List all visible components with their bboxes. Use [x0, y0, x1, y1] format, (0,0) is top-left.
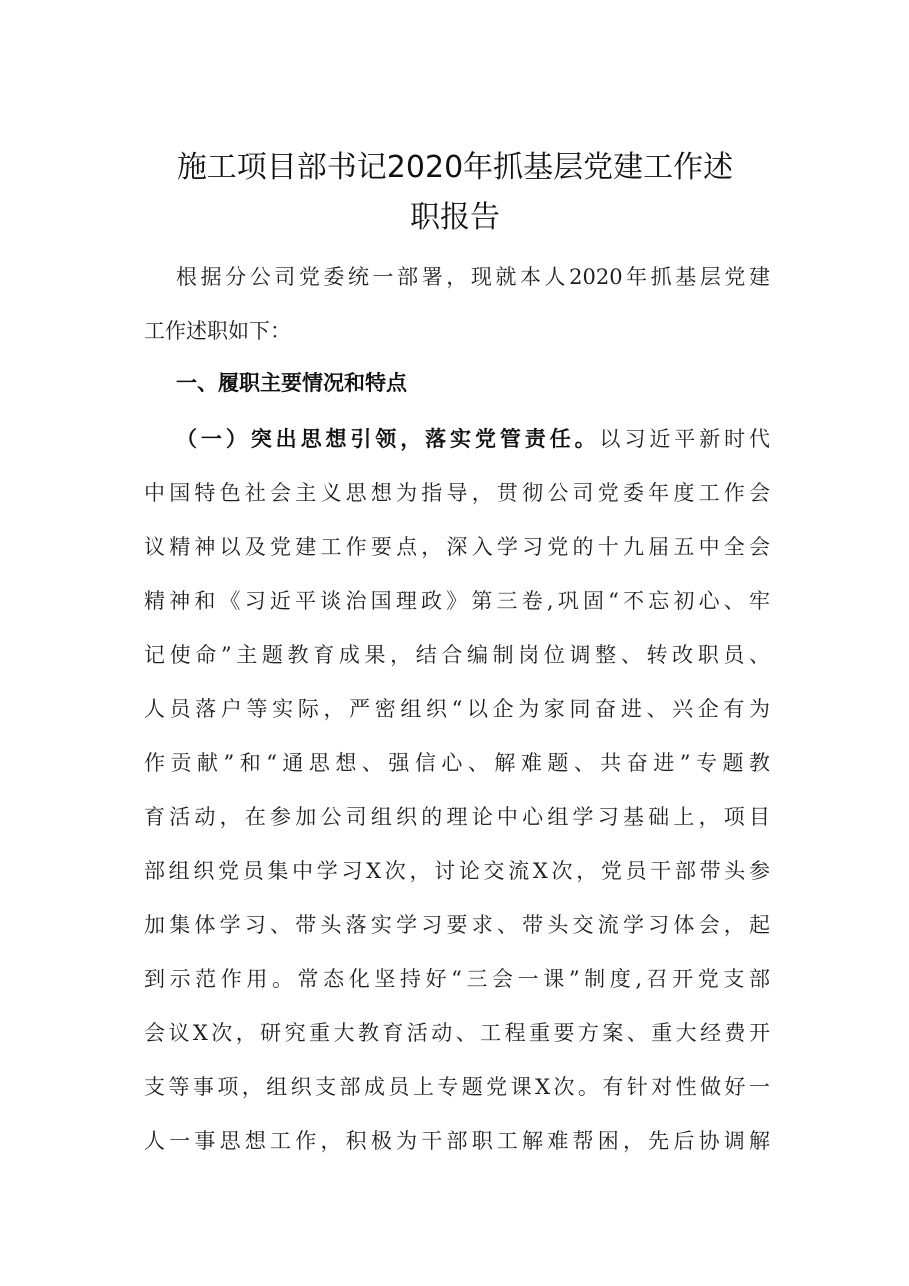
- paragraph-line: 到示范作用。常态化坚持好“三会一课”制度,召开党支部: [144, 967, 770, 991]
- title-line-1: 施工项目部书记2020年抓基层党建工作述: [176, 150, 734, 185]
- subsection-lead: （一）突出思想引领，落实党管责任。: [176, 427, 600, 451]
- paragraph-line: 会议X次，研究重大教育活动、工程重要方案、重大经费开: [144, 1021, 770, 1045]
- paragraph-line: 工作述职如下：: [144, 319, 291, 343]
- paragraph-line: 作贡献”和“通思想、强信心、解难题、共奋进”专题教: [144, 751, 770, 775]
- paragraph-line: 根据分公司党委统一部署，现就本人2020年抓基层党建: [176, 265, 770, 289]
- section-1-paragraph: [144, 412, 770, 1168]
- title-line-2: 职报告: [410, 200, 500, 235]
- paragraph-line: 议精神以及党建工作要点，深入学习党的十九届五中全会: [144, 535, 770, 559]
- paragraph-line: 育活动，在参加公司组织的理论中心组学习基础上，项目: [144, 805, 770, 829]
- paragraph-text: 以习近平新时代: [599, 427, 771, 451]
- paragraph-line: 记使命”主题教育成果，结合编制岗位调整、转改职员、: [144, 643, 770, 667]
- paragraph-line: 人员落户等实际，严密组织“以企为家同奋进、兴企有为: [144, 697, 770, 721]
- paragraph-line: 人一事思想工作，积极为干部职工解难帮困，先后协调解: [144, 1129, 770, 1153]
- paragraph-first-line: [144, 412, 770, 466]
- paragraph-line: 部组织党员集中学习X次，讨论交流X次，党员干部带头参: [144, 859, 770, 883]
- document-title: [130, 143, 780, 243]
- paragraph-line: 加集体学习、带头落实学习要求、带头交流学习体会，起: [144, 913, 770, 937]
- paragraph-line: 支等事项，组织支部成员上专题党课X次。有针对性做好一: [144, 1075, 770, 1099]
- paragraph-line: 中国特色社会主义思想为指导，贯彻公司党委年度工作会: [144, 481, 770, 505]
- intro-paragraph: [144, 250, 770, 358]
- section-heading: 一、履职主要情况和特点: [176, 371, 407, 395]
- paragraph-line: 精神和《习近平谈治国理政》第三卷,巩固“不忘初心、牢: [144, 589, 770, 613]
